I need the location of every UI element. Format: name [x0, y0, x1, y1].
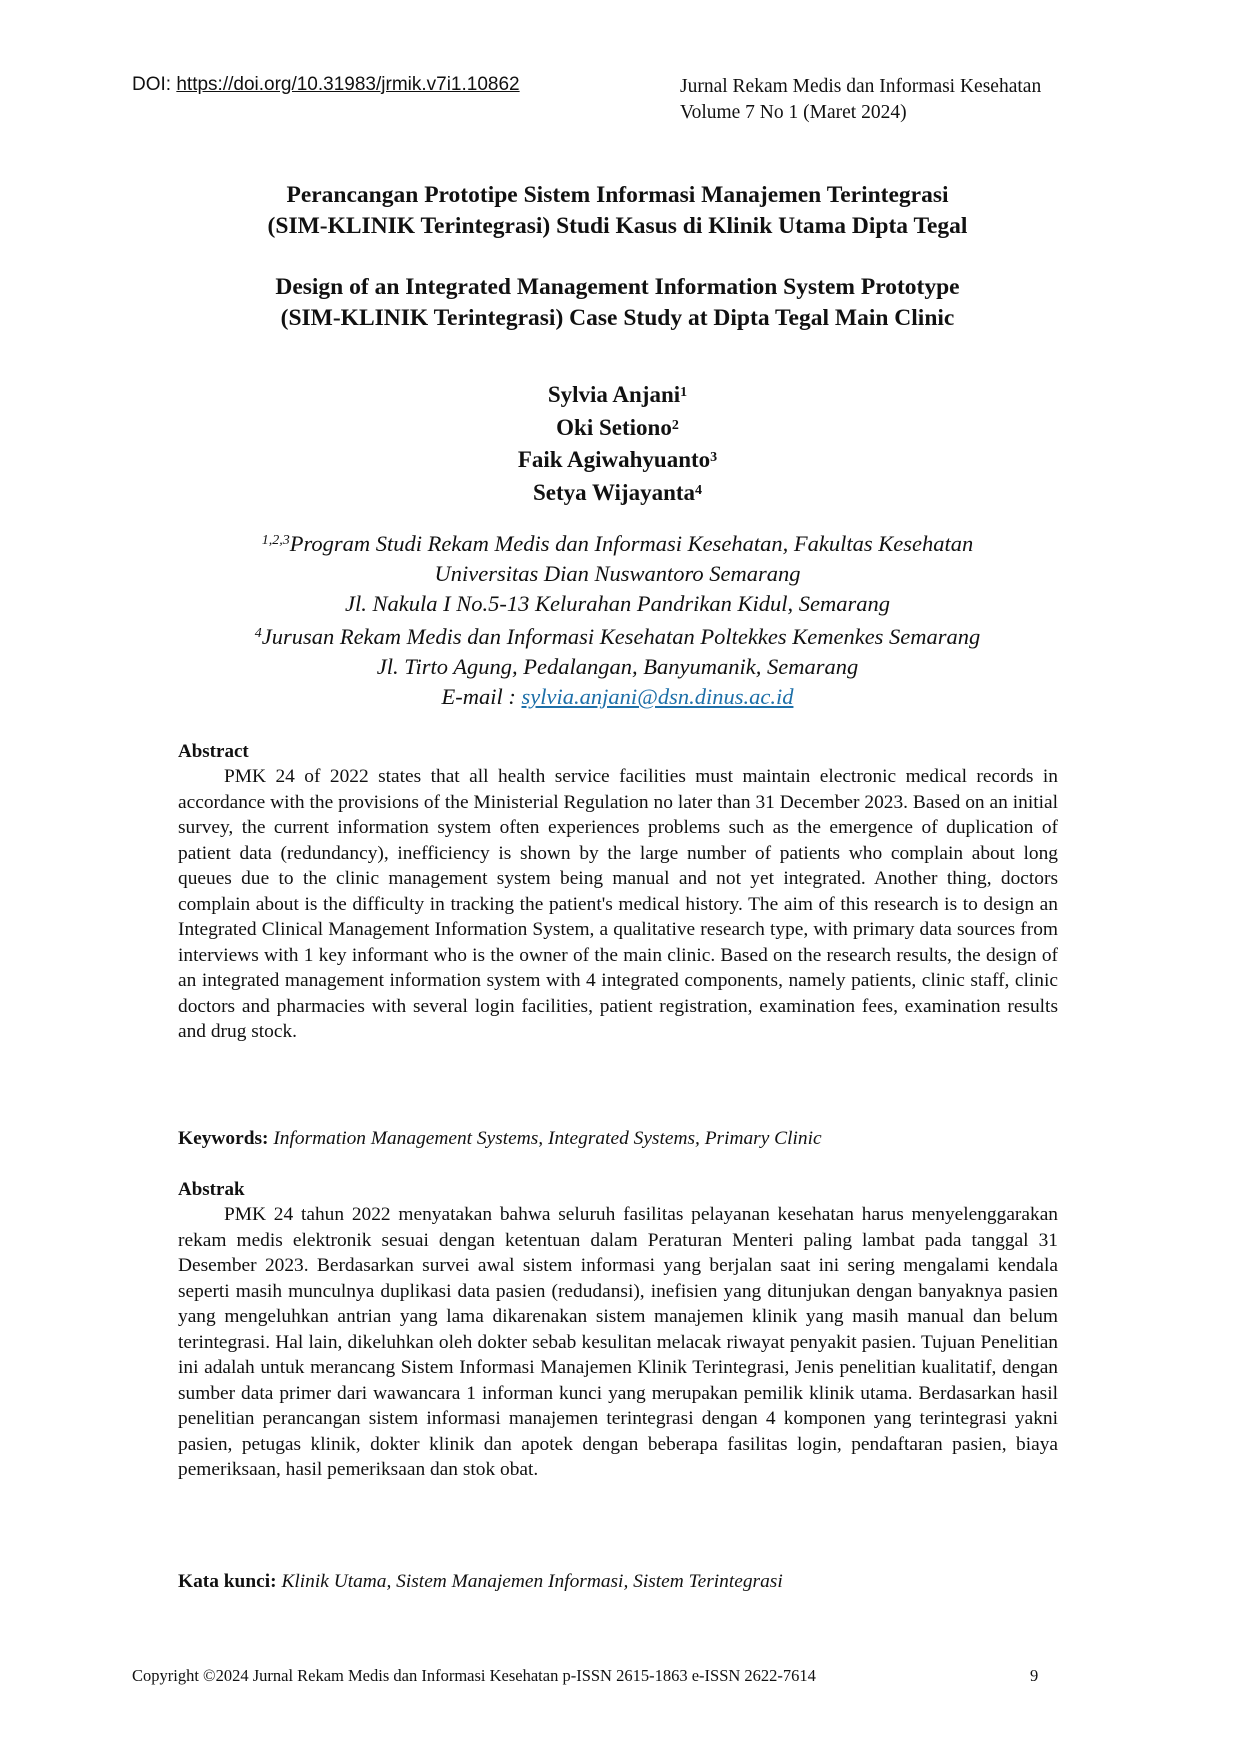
title-id-line: (SIM-KLINIK Terintegrasi) Studi Kasus di Klinik Utama Dipta Tegal [267, 213, 968, 239]
kata-kunci-label: Kata kunci: [178, 1571, 277, 1592]
abstract-english [178, 740, 1058, 1045]
title-id-line: Perancangan Prototipe Sistem Informasi Manajemen Terintegrasi [286, 182, 949, 208]
author: Faik Agiwahyuanto$^3$ [517, 447, 718, 472]
affiliation-line: Universitas Dian Nuswantoro Semarang [434, 561, 801, 586]
affiliation-line: Jl. Tirto Agung, Pedalangan, Banyumanik, Semarang [376, 654, 859, 679]
journal-volume: Volume 7 No 1 (Maret 2024) [680, 102, 907, 123]
affiliation-line: Jl. Nakula I No.5-13 Kelurahan Pandrikan Kidul, Semarang [345, 591, 890, 616]
email-link[interactable]: sylvia.anjani@dsn.dinus.ac.id [521, 684, 794, 709]
kata-kunci-text: Klinik Utama, Sistem Manajemen Informasi, Sistem Terintegrasi [281, 1571, 783, 1592]
journal-name: Jurnal Rekam Medis dan Informasi Kesehatan [680, 76, 1042, 97]
abstract-text: PMK 24 of 2022 states that all health service facilities must maintain electronic medical records in accordance with the provisions of the Ministerial Regulation no later than 31 December 2023. Based on an initial survey, the current information system often experiences problems such as the emergence of duplication of patient data (redundancy), inefficiency is shown by the large number of patients who complain about long queues due to the clinic management system being manual and not yet integrated. Another thing, doctors complain about is the difficulty in tracking the patient's medical history. The aim of this research is to design an Integrated Clinical Management Information System, a qualitative research type, with primary data sources from interviews with 1 key informant who is the owner of the main clinic. Based on the research results, the design of an integrated management information system with 4 integrated components, namely patients, clinic staff, clinic doctors and pharmacies with several login facilities, patient registration, examination fees, examination results and drug stock. [178, 766, 1058, 1042]
title-english [150, 272, 1085, 334]
affiliations [150, 526, 1085, 712]
keywords-text: Information Management Systems, Integrated Systems, Primary Clinic [273, 1128, 822, 1149]
abstrak-heading: Abstrak [178, 1179, 245, 1200]
title-indonesian [150, 180, 1085, 242]
title-en-line: (SIM-KLINIK Terintegrasi) Case Study at Dipta Tegal Main Clinic [280, 305, 955, 331]
keywords-label: Keywords: [178, 1128, 269, 1149]
author: Oki Setiono$^2$ [556, 414, 679, 440]
doi-label: DOI: [132, 74, 177, 95]
footer-copyright: Copyright ©2024 Jurnal Rekam Medis dan Informasi Kesehatan p-ISSN 2615-1863 e-ISSN 2622-7614 [132, 1666, 816, 1685]
author: Sylvia Anjani$^1$ [547, 382, 688, 407]
title-en-line: Design of an Integrated Management Information System Prototype [275, 274, 960, 300]
author-list [150, 378, 1085, 508]
page-number: 9 [1030, 1666, 1039, 1685]
keywords [178, 1126, 1058, 1151]
email-line: E-mail : sylvia.anjani@dsn.dinus.ac.id [441, 684, 794, 709]
kata-kunci [178, 1569, 1058, 1594]
author: Setya Wijayanta$^4$ [532, 479, 703, 505]
journal-header [680, 74, 1041, 126]
affiliation-line: $^{1,2,3}$Program Studi Rekam Medis dan Informasi Kesehatan, Fakultas Kesehatan [261, 531, 974, 556]
doi-link[interactable]: https://doi.org/10.31983/jrmik.v7i1.10862 [176, 74, 520, 95]
abstract-heading: Abstract [178, 741, 249, 762]
abstrak-text: PMK 24 tahun 2022 menyatakan bahwa seluruh fasilitas pelayanan kesehatan harus menyelenggarakan rekam medis elektronik sesuai dengan ketentuan dalam Peraturan Menteri paling lambat pada tanggal 31 Desember 2023. Berdasarkan survei awal sistem informasi yang berjalan saat ini sering mengalami kendala seperti masih munculnya duplikasi data pasien (redudansi), inefisien yang ditunjukan dengan banyaknya pasien yang mengeluhkan antrian yang lama dikarenakan sistem manajemen klinik yang masih manual dan belum terintegrasi. Hal lain, dikeluhkan oleh dokter sebab kesulitan melacak riwayat penyakit pasien. Tujuan Penelitian ini adalah untuk merancang Sistem Informasi Manajemen Klinik Terintegrasi, Jenis penelitian kualitatif, dengan sumber data primer dari wawancara 1 informan kunci yang merupakan pemilik klinik utama. Berdasarkan hasil penelitian perancangan sistem informasi manajemen terintegrasi dengan 4 komponen yang terintegrasi yakni pasien, petugas klinik, dokter klinik dan apotek dengan beberapa fasilitas login, pendaftaran pasien, biaya pemeriksaan, hasil pemeriksaan dan stok obat. [178, 1204, 1058, 1480]
affiliation-line: $^4$Jurusan Rekam Medis dan Informasi Kesehatan Poltekkes Kemenkes Semarang [254, 624, 981, 649]
doi-line [132, 74, 520, 96]
abstract-indonesian [178, 1178, 1058, 1483]
